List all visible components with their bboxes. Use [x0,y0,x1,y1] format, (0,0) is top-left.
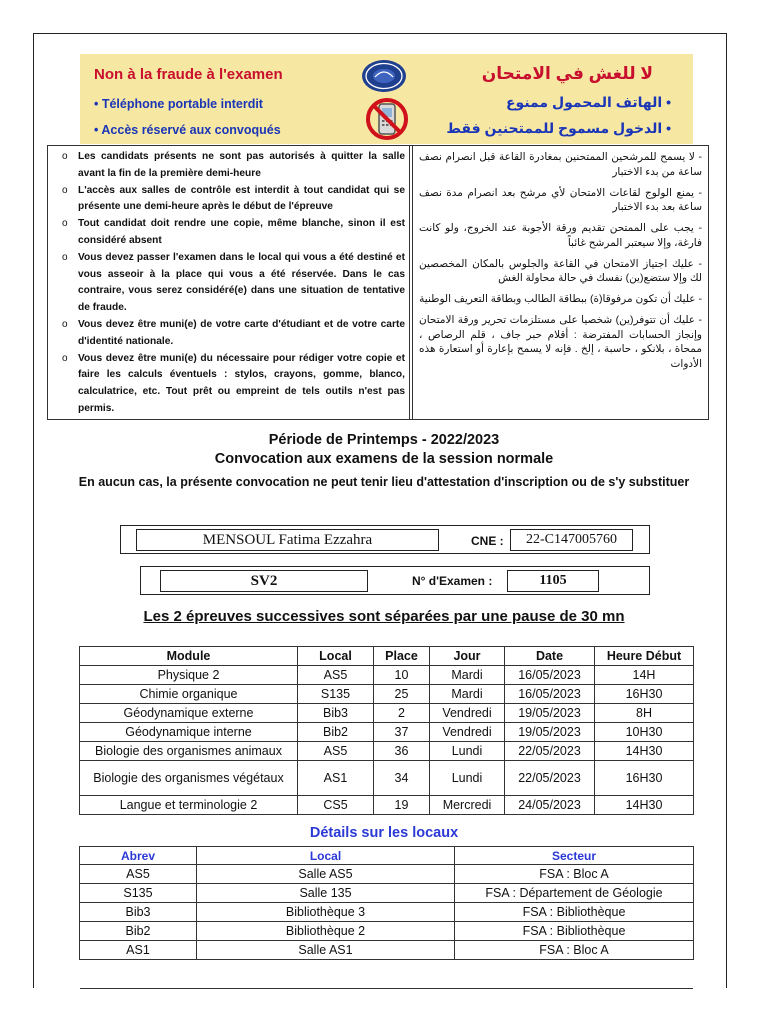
cell-local: AS5 [298,666,374,685]
cell-heure: 10H30 [595,723,694,742]
cell-jour: Vendredi [430,704,505,723]
cell-date: 16/05/2023 [505,666,595,685]
table-row [80,884,694,903]
col-local: Local [298,647,374,666]
table-row [80,865,694,884]
convocation-disclaimer: En aucun cas, la présente convocation ne peut tenir lieu d'attestation d'inscription ou de s'y substituer [78,475,690,489]
cell-abrev: S135 [80,884,197,903]
cell-date: 19/05/2023 [505,704,595,723]
cell-module: Biologie des organismes animaux [80,742,298,761]
anti-fraud-banner [80,54,693,144]
filiere-field: SV2 [160,570,368,592]
rule-ar-item: - عليك اجتياز الامتحان في القاعة والجلوس بالمكان المخصصين لك وإلا ستضع(ين) نفسك في حالة محاولة الغش [419,257,702,284]
cell-local: Bibliothèque 2 [197,922,455,941]
cell-place: 34 [374,761,430,796]
table-row [80,903,694,922]
table-row [80,666,694,685]
rules-arabic-list [419,150,702,371]
exam-number-field: 1105 [507,570,599,592]
banner-french [80,54,350,144]
cell-abrev: Bib2 [80,922,197,941]
cell-local: Bib3 [298,704,374,723]
cell-module: Chimie organique [80,685,298,704]
cell-jour: Vendredi [430,723,505,742]
cell-date: 22/05/2023 [505,761,595,796]
cell-module: Géodynamique externe [80,704,298,723]
cell-place: 25 [374,685,430,704]
table-row [80,941,694,960]
cell-jour: Lundi [430,761,505,796]
rule-ar-item: - يجب على الممتحن تقديم ورقة الأجوبة عند الخروج، ولو كانت فارغة، وإلا سيعتبر المرشح غائباً [419,222,702,249]
exams-header-row [80,647,694,666]
banner-ar-line-access: • الدخول مسموح للممتحنين فقط [446,120,671,136]
cell-date: 24/05/2023 [505,796,595,815]
cell-secteur: FSA : Bibliothèque [455,922,694,941]
col-abrev: Abrev [80,847,197,865]
rule-fr-item: o Tout candidat doit rendre une copie, même blanche, sinon il est considéré absent [60,216,405,250]
cell-secteur: FSA : Bloc A [455,865,694,884]
cne-field: 22-C147005760 [510,529,633,551]
cell-heure: 14H30 [595,742,694,761]
col-module: Module [80,647,298,666]
rule-ar-item: - لا يسمح للمرشحين الممتحنين بمغادرة القاعة قبل انصرام نصف ساعة من بدء الاختبار [419,151,702,178]
student-name-field: MENSOUL Fatima Ezzahra [136,529,439,551]
rules-french-column [48,146,410,419]
rule-ar-item: - عليك أن تتوفر(ين) شخصيا على مستلزمات تحرير ورقة الامتحان وإنجاز الحسابات المفترضة : أقلام حبر جاف ، قلم الرصاص ، ممحاة ، بلانكو ، حاسبة ، إلخ . فإنه لا يسمح بإعارة أو استعارة هذه الأدوات [419,314,702,370]
cell-date: 16/05/2023 [505,685,595,704]
col-place: Place [374,647,430,666]
pause-note: Les 2 épreuves successives sont séparées par une pause de 30 mn [143,608,625,625]
rules-arabic-column [412,146,708,419]
rule-ar-item: - عليك أن تكون مرفوقا(ة) ببطاقة الطالب وبطاقة التعريف الوطنية [419,293,702,305]
cell-local: Salle AS5 [197,865,455,884]
table-row [80,922,694,941]
cell-date: 19/05/2023 [505,723,595,742]
exams-table [79,646,694,815]
cell-heure: 8H [595,704,694,723]
banner-fr-title: Non à la fraude à l'examen [94,66,283,83]
cell-place: 19 [374,796,430,815]
rule-fr-item: o Vous devez être muni(e) du nécessaire pour rédiger votre copie et faire les calculs éventuels : stylos, crayons, gomme, blanco, calculatrice, etc. Tout prêt ou empreint de tels outils n'est pas permis. [60,351,405,418]
cell-jour: Lundi [430,742,505,761]
cell-place: 36 [374,742,430,761]
period-heading: Période de Printemps - 2022/2023 [268,432,500,448]
col-local: Local [197,847,455,865]
cell-module: Physique 2 [80,666,298,685]
cell-heure: 14H [595,666,694,685]
exam-rules-box [47,145,709,420]
cell-place: 10 [374,666,430,685]
no-phone-icon [362,96,412,142]
bottom-rule [80,988,693,989]
cell-abrev: AS5 [80,865,197,884]
cell-abrev: Bib3 [80,903,197,922]
cell-local: Salle 135 [197,884,455,903]
cell-place: 37 [374,723,430,742]
col-secteur: Secteur [455,847,694,865]
banner-ar-title: لا للغش في الامتحان [481,64,653,83]
banner-fr-line-access: • Accès réservé aux convoqués [94,123,281,137]
cell-secteur: FSA : Département de Géologie [455,884,694,903]
cne-label: CNE : [471,534,504,548]
locaux-title: Détails sur les locaux [309,825,459,841]
banner-fr-line-phone: • Téléphone portable interdit [94,97,263,111]
banner-ar-line-phone: • الهاتف المحمول ممنوع [505,94,671,110]
cell-module: Géodynamique interne [80,723,298,742]
cell-local: S135 [298,685,374,704]
cell-local: Salle AS1 [197,941,455,960]
cell-jour: Mardi [430,666,505,685]
col-jour: Jour [430,647,505,666]
cell-heure: 14H30 [595,796,694,815]
university-seal-icon [360,58,408,94]
cell-heure: 16H30 [595,685,694,704]
rules-french-list [60,149,405,418]
table-row [80,723,694,742]
locaux-table [79,846,694,960]
locaux-header-row [80,847,694,865]
cell-local: Bib2 [298,723,374,742]
cell-date: 22/05/2023 [505,742,595,761]
exam-number-label: N° d'Examen : [412,574,493,588]
rule-fr-item: o Vous devez être muni(e) de votre carte d'étudiant et de votre carte d'identité nationale. [60,317,405,351]
cell-place: 2 [374,704,430,723]
cell-heure: 16H30 [595,761,694,796]
col-heure: Heure Début [595,647,694,666]
table-row [80,685,694,704]
table-row [80,742,694,761]
cell-local: Bibliothèque 3 [197,903,455,922]
rule-fr-item: o Les candidats présents ne sont pas autorisés à quitter la salle avant la fin de la première demi-heure [60,149,405,183]
cell-module: Biologie des organismes végétaux [80,761,298,796]
cell-module: Langue et terminologie 2 [80,796,298,815]
cell-secteur: FSA : Bibliothèque [455,903,694,922]
cell-abrev: AS1 [80,941,197,960]
cell-local: AS5 [298,742,374,761]
table-row [80,796,694,815]
cell-local: AS1 [298,761,374,796]
banner-arabic [446,54,693,144]
rule-fr-item: o L'accès aux salles de contrôle est interdit à tout candidat qui se présente une demi-heure après le début de l'épreuve [60,183,405,217]
table-row [80,704,694,723]
cell-secteur: FSA : Bloc A [455,941,694,960]
convocation-title: Convocation aux examens de la session normale [214,451,554,467]
rule-ar-item: - يمنع الولوج لقاعات الامتحان لأي مرشح بعد انصرام مدة نصف ساعة بعد بدء الاختبار [419,186,702,213]
cell-local: CS5 [298,796,374,815]
cell-jour: Mercredi [430,796,505,815]
cell-jour: Mardi [430,685,505,704]
rule-fr-item: o Vous devez passer l'examen dans le local qui vous a été destiné et vous asseoir à la place qui vous a été réservée. Dans le cas contraire, vous serez considéré(e) dans une situation de tentative de fraude. [60,250,405,317]
table-row [80,761,694,796]
col-date: Date [505,647,595,666]
